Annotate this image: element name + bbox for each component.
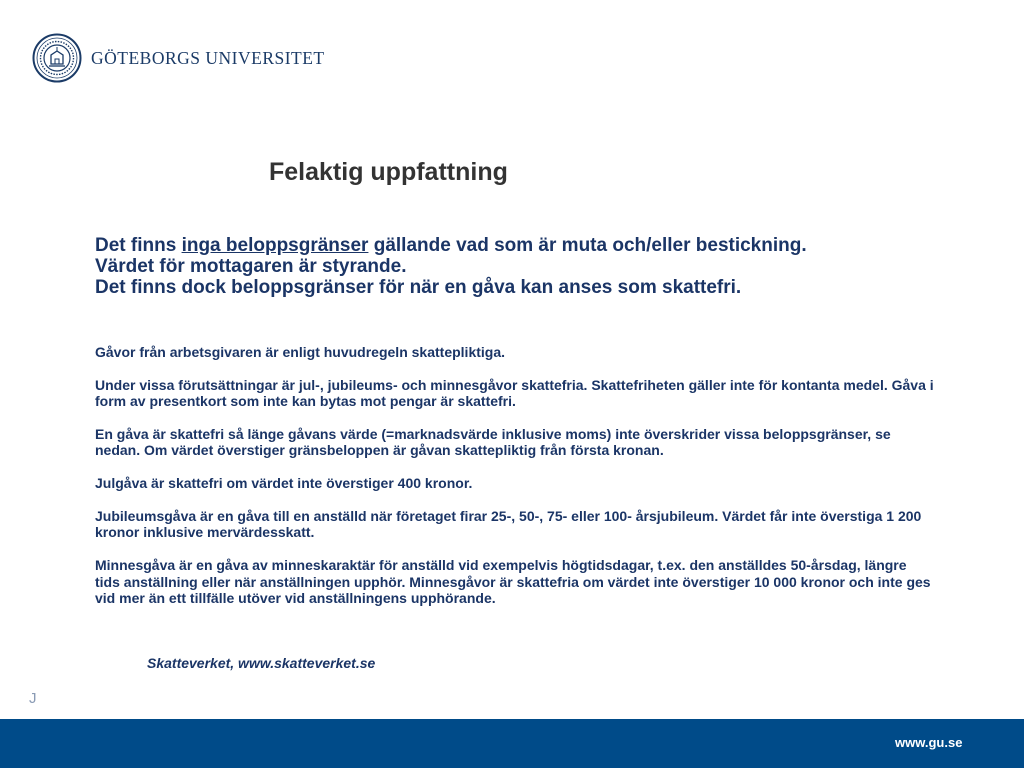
- paragraph-value-limits: En gåva är skattefri så länge gåvans värde (=marknadsvärde inklusive moms) inte överskrider vissa beloppsgränser, se nedan. Om värdet överstiger gränsbeloppen är gåvan skattepliktig från första kronan.: [95, 426, 891, 459]
- paragraph-tax-free-conditions: Under vissa förutsättningar är jul-, jubileums- och minnesgåvor skattefria. Skattefriheten gäller inte för kontanta medel. Gåva i form av presentkort som inte kan bytas mot pengar är skattefri.: [95, 376, 934, 410]
- paragraph-anniversary-gift: Jubileumsgåva är en gåva till en anställd när företaget firar 25-, 50-, 75- eller 100- årsjubileum. Värdet får inte överstiga 1 200 kronor inklusive mervärdesskatt.: [95, 508, 922, 541]
- side-letter: J: [29, 690, 37, 707]
- intro-line-3: Det finns dock beloppsgränser för när en gåva kan anses som skattefri.: [95, 277, 742, 298]
- footer-url[interactable]: www.gu.se: [895, 735, 963, 750]
- paragraph-christmas-gift: Julgåva är skattefri om värdet inte överstiger 400 kronor.: [95, 475, 473, 492]
- intro-line-1: Det finns inga beloppsgränser gällande vad som är muta och/eller bestickning.: [95, 235, 807, 256]
- intro-line-2: Värdet för mottagaren är styrande.: [95, 256, 407, 277]
- slide-title: Felaktig uppfattning: [269, 158, 508, 186]
- footer-bar: [0, 719, 1024, 768]
- body-text: [95, 344, 935, 623]
- paragraph-taxable-gifts: Gåvor från arbetsgivaren är enligt huvudregeln skattepliktiga.: [95, 344, 506, 360]
- underlined-phrase: inga beloppsgränser: [181, 235, 369, 256]
- university-seal-icon: [32, 33, 82, 83]
- organization-name: GÖTEBORGS UNIVERSITET: [91, 48, 325, 68]
- source-citation: Skatteverket, www.skatteverket.se: [147, 655, 376, 671]
- intro-text: [95, 235, 895, 298]
- paragraph-memorial-gift: Minnesgåva är en gåva av minneskaraktär för anställd vid exempelvis högtidsdagar, t.ex. den anställdes 50-årsdag, längre tids anställning eller när anställningen upphör. Minnesgåvor är skattefria om värdet inte överstiger 10 000 kronor och inte ges vid mer än ett tillfälle utöver vid anställningens upphörande.: [95, 557, 931, 607]
